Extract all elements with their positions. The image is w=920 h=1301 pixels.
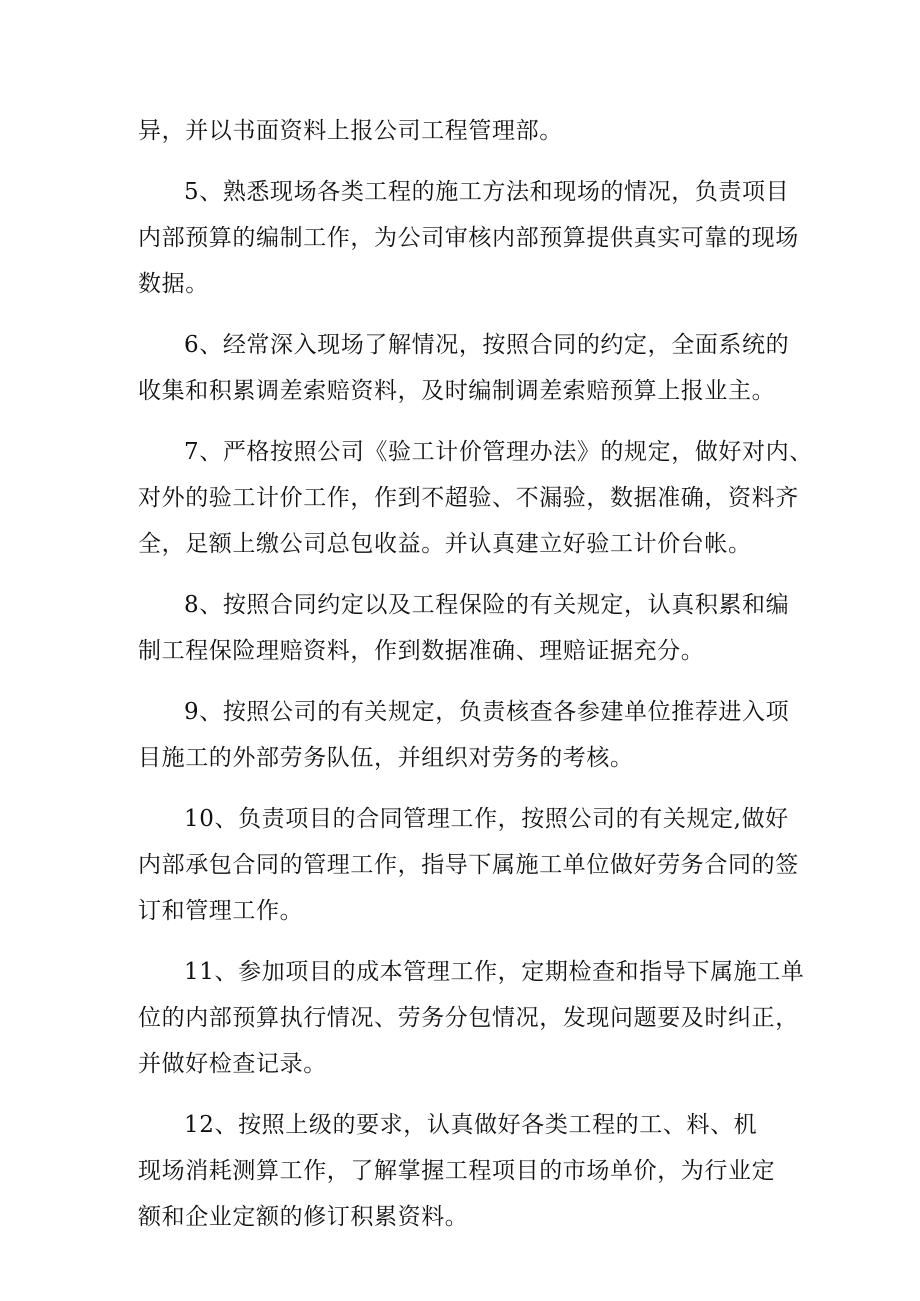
text-line: 9、按照公司的有关规定，负责核查各参建单位推荐进入项 [184,699,790,725]
paragraph-item-9 [138,689,798,781]
text-line: 内部承包合同的管理工作，指导下属施工单位做好劳务合同的签 [138,852,799,878]
text-line: 额和企业定额的修订积累资料。 [138,1204,469,1230]
text-line: 6、经常深入现场了解情况，按照合同的约定，全面系统的 [184,332,790,358]
text-line: 收集和积累调差索赔资料，及时编制调差索赔预算上报业主。 [138,378,776,404]
text-line: 位的内部预算执行情况、劳务分包情况，发现问题要及时纠正， [138,1005,799,1031]
paragraph-item-7 [138,429,813,567]
text-line: 7、严格按照公司《验工计价管理办法》的规定，做好对内、 [184,439,813,465]
paragraph-item-12 [138,1102,798,1240]
text-line: 12、按照上级的要求，认真做好各类工程的工、料、机 [184,1112,758,1138]
text-line: 11、参加项目的成本管理工作，定期检查和指导下属施工单 [184,959,805,985]
text-line: 现场消耗测算工作，了解掌握工程项目的市场单价，为行业定 [138,1158,776,1184]
paragraph-item-5 [138,169,798,307]
text-line: 对外的验工计价工作，作到不超验、不漏验，数据准确，资料齐 [138,485,799,511]
text-line: 5、熟悉现场各类工程的施工方法和现场的情况，负责项目 [184,179,790,205]
text-line: 内部预算的编制工作，为公司审核内部预算提供真实可靠的现场 [138,225,799,251]
paragraph-item-6 [138,322,798,414]
document-body [138,108,813,1255]
text-line: 制工程保险理赔资料，作到数据准确、理赔证据充分。 [138,638,705,664]
text-line: 订和管理工作。 [138,898,304,924]
text-line: 数据。 [138,271,209,297]
text-line: 全，足额上缴公司总包收益。并认真建立好验工计价台帐。 [138,531,752,557]
paragraph-item-10 [138,796,798,934]
text-line: 并做好检查记录。 [138,1051,327,1077]
text-line: 异，并以书面资料上报公司工程管理部。 [138,118,563,144]
paragraph-item-8 [138,582,798,674]
paragraph-continuation [138,108,798,154]
paragraph-item-11 [138,949,805,1087]
text-line: 目施工的外部劳务队伍，并组织对劳务的考核。 [138,745,634,771]
text-line: 8、按照合同约定以及工程保险的有关规定，认真积累和编 [184,592,790,618]
text-line: 10、负责项目的合同管理工作，按照公司的有关规定,做好 [184,806,789,832]
